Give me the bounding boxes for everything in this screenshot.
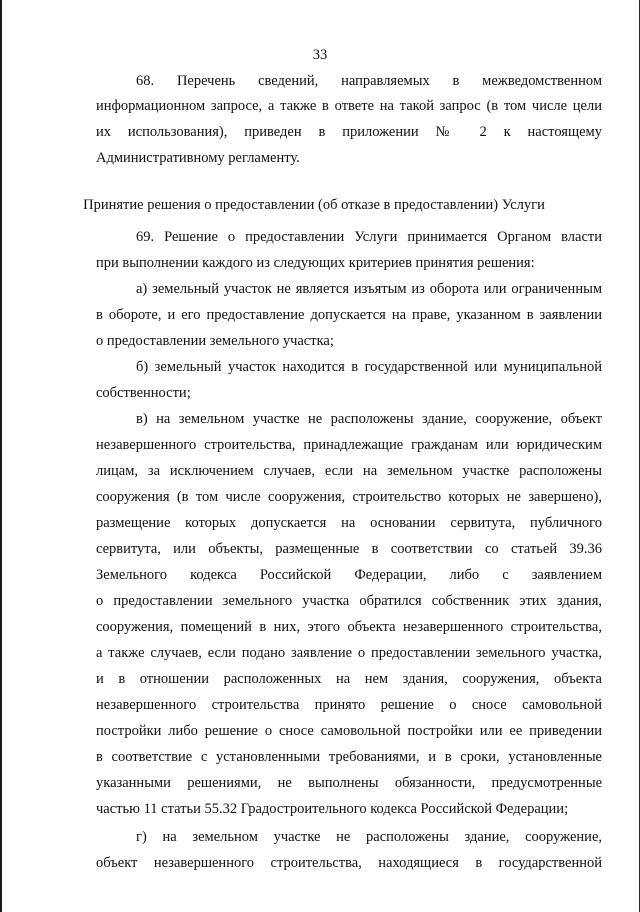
- item-v-line-8: о предоставлении земельного участка обратился собственник этих здания,: [96, 593, 602, 609]
- item-g-line-2: объект незавершенного строительства, находящиеся в государственной: [96, 855, 602, 871]
- paragraph-68-line-3: их использования), приведен в приложении № 2 к настоящему: [96, 124, 602, 140]
- item-a-line-3: о предоставлении земельного участка;: [96, 333, 334, 349]
- item-v-line-4: сооружения (в том числе сооружения, строительство которых не завершено),: [96, 489, 602, 505]
- page-number: 33: [312, 47, 328, 63]
- item-a-line-1: а) земельный участок не является изъятым из оборота или ограниченным: [136, 281, 602, 297]
- item-v-line-2: незавершенного строительства, принадлежащие гражданам или юридическим: [96, 437, 602, 453]
- item-v-line-12: незавершенного строительства принято решение о сносе самовольной: [96, 697, 602, 713]
- paragraph-69-line-1: 69. Решение о предоставлении Услуги принимается Органом власти: [136, 229, 602, 245]
- item-b-line-2: собственности;: [96, 385, 191, 401]
- paragraph-68-line-2: информационном запросе, а также в ответе на такой запрос (в том числе цели: [96, 98, 602, 114]
- item-a-line-2: в обороте, и его предоставление допускается на праве, указанном в заявлении: [96, 307, 602, 323]
- item-v-line-1: в) на земельном участке не расположены здание, сооружение, объект: [136, 411, 602, 427]
- item-v-line-7: Земельного кодекса Российской Федерации, либо с заявлением: [96, 567, 602, 583]
- item-v-line-14: в соответствие с установленными требованиями, и в сроки, установленные: [96, 749, 602, 765]
- paragraph-68-line-4: Административному регламенту.: [96, 150, 300, 166]
- item-v-line-13: постройки либо решение о сносе самовольной постройки или ее приведении: [96, 723, 602, 739]
- item-v-line-10: а также случаев, если подано заявление о предоставлении земельного участка,: [96, 645, 602, 661]
- item-v-line-16: частью 11 статьи 55.32 Градостроительного кодекса Российской Федерации;: [96, 801, 569, 817]
- scan-left-edge: [0, 0, 2, 912]
- item-v-line-6: сервитута, или объекты, размещенные в соответствии со статьей 39.36: [96, 541, 602, 557]
- paragraph-69-line-2: при выполнении каждого из следующих критериев принятия решения:: [96, 255, 535, 271]
- item-v-line-5: размещение которых допускается на основании сервитута, публичного: [96, 515, 602, 531]
- item-v-line-15: указанными решениями, не выполнены обязанности, предусмотренные: [96, 775, 602, 791]
- item-v-line-11: и в отношении расположенных на нем здания, сооружения, объекта: [96, 671, 602, 687]
- paragraph-68-line-1: 68. Перечень сведений, направляемых в межведомственном: [136, 73, 602, 89]
- section-heading: Принятие решения о предоставлении (об отказе в предоставлении) Услуги: [83, 197, 545, 213]
- item-b-line-1: б) земельный участок находится в государственной или муниципальной: [136, 359, 602, 375]
- item-v-line-9: сооружения, помещений в них, этого объекта незавершенного строительства,: [96, 619, 602, 635]
- item-g-line-1: г) на земельном участке не расположены здание, сооружение,: [136, 829, 602, 845]
- item-v-line-3: лицам, за исключением случаев, если на земельном участке расположены: [96, 463, 602, 479]
